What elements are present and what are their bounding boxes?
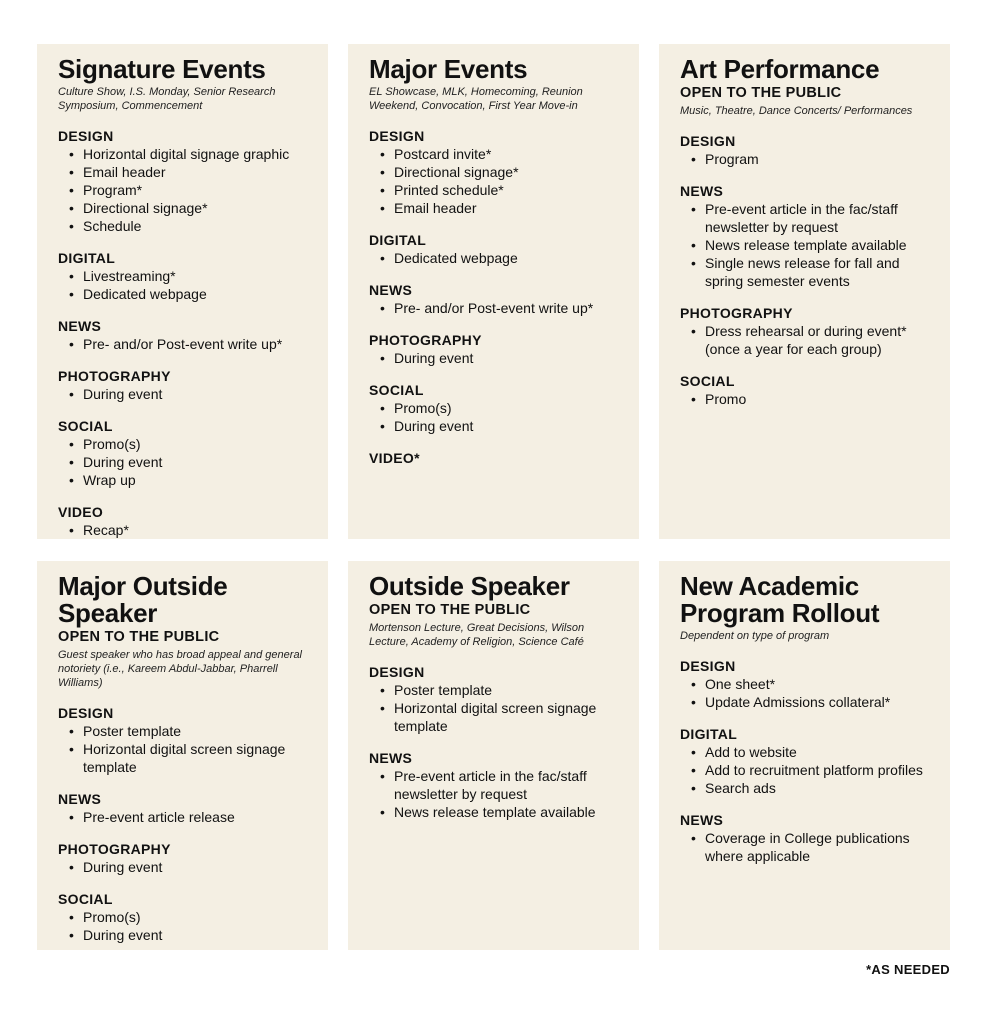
section-digital (58, 249, 310, 303)
section-social (58, 890, 310, 944)
item-list (58, 858, 310, 876)
list-item-text: Pre-event article in the fac/staff newsletter by request (705, 201, 898, 235)
section-heading: NEWS (58, 318, 102, 334)
bullet-icon: • (691, 201, 696, 217)
bullet-icon: • (691, 676, 696, 692)
section-photography (680, 304, 932, 358)
bullet-icon: • (691, 237, 696, 253)
bullet-icon: • (380, 700, 385, 716)
list-item (680, 254, 932, 290)
bullet-icon: • (69, 386, 74, 402)
list-item-text: Update Admissions collateral* (705, 694, 891, 710)
bullet-icon: • (69, 286, 74, 302)
section-photography (369, 331, 621, 367)
item-list (680, 150, 932, 168)
section-heading: PHOTOGRAPHY (58, 841, 171, 857)
item-list (680, 390, 932, 408)
list-item (369, 349, 621, 367)
card-subtitle: Music, Theatre, Dance Concerts/ Performances (680, 105, 913, 117)
list-item (369, 767, 621, 803)
list-item-text: During event (394, 350, 474, 366)
list-item (680, 829, 932, 865)
list-item (58, 285, 310, 303)
item-list (680, 322, 932, 358)
list-item (58, 453, 310, 471)
bullet-icon: • (69, 723, 74, 739)
section-heading: SOCIAL (58, 891, 113, 907)
list-item-text: Wrap up (83, 472, 136, 488)
list-item (369, 249, 621, 267)
bullet-icon: • (380, 146, 385, 162)
list-item (58, 267, 310, 285)
bullet-icon: • (69, 472, 74, 488)
bullet-icon: • (69, 809, 74, 825)
item-list (58, 145, 310, 235)
list-item-text: News release template available (394, 804, 596, 820)
section-heading: VIDEO (58, 504, 104, 520)
list-item-text: Dedicated webpage (394, 250, 518, 266)
bullet-icon: • (691, 744, 696, 760)
card-subtitle: Dependent on type of program (680, 630, 830, 642)
section-heading: DESIGN (58, 705, 114, 721)
card-outside-speaker (348, 561, 639, 950)
bullet-icon: • (69, 927, 74, 943)
list-item (369, 699, 621, 735)
list-item-text: During event (83, 859, 163, 875)
card-title: Signature Events (58, 54, 266, 84)
list-item (680, 743, 932, 761)
list-item (680, 200, 932, 236)
item-list (58, 722, 310, 776)
section-video (369, 449, 621, 467)
list-item (369, 181, 621, 199)
list-item (58, 217, 310, 235)
item-list (58, 335, 310, 353)
section-news (58, 317, 310, 353)
section-social (680, 372, 932, 408)
list-item-text: Program* (83, 182, 143, 198)
list-item (680, 236, 932, 254)
bullet-icon: • (69, 436, 74, 452)
bullet-icon: • (380, 768, 385, 784)
list-item-text: During event (83, 927, 163, 943)
list-item-text: Horizontal digital screen signage template (394, 700, 597, 734)
list-item-text: Dedicated webpage (83, 286, 207, 302)
list-item-text: Search ads (705, 780, 776, 796)
section-heading: NEWS (58, 791, 102, 807)
bullet-icon: • (69, 218, 74, 234)
list-item-text: Add to website (705, 744, 797, 760)
section-photography (58, 840, 310, 876)
list-item-text: Email header (394, 200, 477, 216)
bullet-icon: • (69, 268, 74, 284)
section-heading: DESIGN (369, 128, 425, 144)
item-list (58, 385, 310, 403)
list-item-text: Promo(s) (394, 400, 452, 416)
open-to-public-label: OPEN TO THE PUBLIC (58, 629, 220, 645)
list-item-text: During event (83, 386, 163, 402)
item-list (680, 829, 932, 865)
list-item-text: Pre- and/or Post-event write up* (394, 300, 594, 316)
bullet-icon: • (380, 182, 385, 198)
list-item-text: Poster template (394, 682, 493, 698)
list-item-text: Promo (705, 391, 747, 407)
bullet-icon: • (380, 418, 385, 434)
item-list (369, 145, 621, 217)
list-item (58, 722, 310, 740)
section-news (680, 182, 932, 290)
list-item (58, 145, 310, 163)
section-heading: NEWS (680, 183, 724, 199)
list-item-text: News release template available (705, 237, 907, 253)
list-item-text: Program (705, 151, 759, 167)
section-digital (369, 231, 621, 267)
list-item (680, 675, 932, 693)
bullet-icon: • (69, 909, 74, 925)
bullet-icon: • (69, 522, 74, 538)
list-item-text: Poster template (83, 723, 182, 739)
list-item-text: Pre-event article release (83, 809, 235, 825)
list-item (58, 808, 310, 826)
list-item (369, 199, 621, 217)
list-item (58, 435, 310, 453)
section-heading: DESIGN (680, 133, 736, 149)
section-heading: DESIGN (58, 128, 114, 144)
list-item-text: Pre- and/or Post-event write up* (83, 336, 283, 352)
list-item-text: Email header (83, 164, 166, 180)
bullet-icon: • (691, 762, 696, 778)
list-item (58, 858, 310, 876)
list-item-text: During event (83, 454, 163, 470)
bullet-icon: • (691, 255, 696, 271)
item-list (369, 349, 621, 367)
card-major-events (348, 44, 639, 539)
list-item (369, 417, 621, 435)
list-item (369, 681, 621, 699)
list-item-text: Recap* (83, 522, 129, 538)
section-design (369, 127, 621, 217)
section-heading: PHOTOGRAPHY (680, 305, 793, 321)
list-item (369, 299, 621, 317)
list-item-text: Promo(s) (83, 436, 141, 452)
list-item-text: Promo(s) (83, 909, 141, 925)
item-list (369, 299, 621, 317)
bullet-icon: • (69, 859, 74, 875)
list-item (58, 335, 310, 353)
card-new-academic-program-rollout (659, 561, 950, 950)
section-news (369, 749, 621, 821)
bullet-icon: • (69, 200, 74, 216)
list-item-text: Pre-event article in the fac/staff newsletter by request (394, 768, 587, 802)
card-title: Art Performance (680, 54, 880, 84)
list-item (680, 779, 932, 797)
item-list (58, 435, 310, 489)
section-digital (680, 725, 932, 797)
section-heading: PHOTOGRAPHY (58, 368, 171, 384)
list-item-text: Printed schedule* (394, 182, 504, 198)
list-item (58, 181, 310, 199)
list-item (58, 740, 310, 776)
list-item (58, 908, 310, 926)
bullet-icon: • (69, 146, 74, 162)
item-list (58, 908, 310, 944)
item-list (369, 399, 621, 435)
section-heading: NEWS (680, 812, 724, 828)
section-heading: DESIGN (369, 664, 425, 680)
list-item-text: Coverage in College publications where applicable (705, 830, 910, 864)
list-item (58, 163, 310, 181)
bullet-icon: • (380, 682, 385, 698)
card-subtitle: Culture Show, I.S. Monday, Senior Research Symposium, Commencement (58, 86, 276, 112)
list-item (680, 390, 932, 408)
list-item (369, 803, 621, 821)
list-item-text: Dress rehearsal or during event* (once a year for each group) (705, 323, 907, 357)
section-heading: SOCIAL (369, 382, 424, 398)
item-list (369, 767, 621, 821)
card-subtitle: EL Showcase, MLK, Homecoming, Reunion Weekend, Convocation, First Year Move-in (369, 86, 583, 112)
section-photography (58, 367, 310, 403)
item-list (58, 521, 310, 539)
card-subtitle: Mortenson Lecture, Great Decisions, Wilson Lecture, Academy of Religion, Science Café (369, 622, 585, 648)
bullet-icon: • (380, 250, 385, 266)
section-video (58, 503, 310, 539)
list-item-text: One sheet* (705, 676, 776, 692)
list-item (369, 145, 621, 163)
bullet-icon: • (691, 391, 696, 407)
section-news (58, 790, 310, 826)
card-signature-events (37, 44, 328, 539)
card-title: Major Outside Speaker (58, 571, 228, 628)
list-item-text: Directional signage* (83, 200, 208, 216)
bullet-icon: • (380, 164, 385, 180)
list-item-text: Add to recruitment platform profiles (705, 762, 923, 778)
bullet-icon: • (691, 151, 696, 167)
item-list (58, 267, 310, 303)
card-title: Outside Speaker (369, 571, 570, 601)
item-list (680, 743, 932, 797)
bullet-icon: • (380, 400, 385, 416)
list-item (369, 163, 621, 181)
list-item (680, 322, 932, 358)
section-heading: PHOTOGRAPHY (369, 332, 482, 348)
section-heading: NEWS (369, 750, 413, 766)
bullet-icon: • (691, 694, 696, 710)
list-item (58, 199, 310, 217)
list-item-text: Postcard invite* (394, 146, 492, 162)
bullet-icon: • (380, 200, 385, 216)
bullet-icon: • (380, 804, 385, 820)
bullet-icon: • (69, 164, 74, 180)
card-title: Major Events (369, 54, 528, 84)
open-to-public-label: OPEN TO THE PUBLIC (369, 602, 531, 618)
section-news (680, 811, 932, 865)
item-list (680, 675, 932, 711)
list-item (58, 926, 310, 944)
item-list (680, 200, 932, 290)
section-social (58, 417, 310, 489)
section-heading: DIGITAL (680, 726, 738, 742)
list-item-text: Schedule (83, 218, 142, 234)
list-item-text: Horizontal digital screen signage template (83, 741, 286, 775)
footnote-as-needed: *AS NEEDED (866, 962, 950, 977)
bullet-icon: • (691, 780, 696, 796)
list-item (58, 385, 310, 403)
open-to-public-label: OPEN TO THE PUBLIC (680, 85, 842, 101)
item-list (369, 249, 621, 267)
section-design (680, 132, 932, 168)
section-news (369, 281, 621, 317)
list-item (680, 693, 932, 711)
section-design (58, 127, 310, 235)
bullet-icon: • (69, 741, 74, 757)
section-design (58, 704, 310, 776)
list-item-text: Single news release for fall and spring semester events (705, 255, 900, 289)
item-list (58, 808, 310, 826)
section-social (369, 381, 621, 435)
list-item-text: Horizontal digital signage graphic (83, 146, 290, 162)
bullet-icon: • (691, 830, 696, 846)
bullet-icon: • (69, 336, 74, 352)
card-subtitle: Guest speaker who has broad appeal and general notoriety (i.e., Kareem Abdul-Jabbar, Pharrell Williams) (58, 649, 303, 689)
section-heading: VIDEO* (369, 450, 420, 466)
section-design (369, 663, 621, 735)
section-heading: SOCIAL (680, 373, 735, 389)
bullet-icon: • (380, 350, 385, 366)
list-item (58, 471, 310, 489)
section-heading: DIGITAL (369, 232, 427, 248)
section-heading: NEWS (369, 282, 413, 298)
bullet-icon: • (380, 300, 385, 316)
list-item (680, 150, 932, 168)
section-heading: SOCIAL (58, 418, 113, 434)
bullet-icon: • (69, 454, 74, 470)
bullet-icon: • (69, 182, 74, 198)
list-item-text: During event (394, 418, 474, 434)
list-item (58, 521, 310, 539)
card-major-outside-speaker (37, 561, 328, 950)
list-item (680, 761, 932, 779)
card-art-performance (659, 44, 950, 539)
list-item-text: Livestreaming* (83, 268, 176, 284)
list-item-text: Directional signage* (394, 164, 519, 180)
section-heading: DESIGN (680, 658, 736, 674)
bullet-icon: • (691, 323, 696, 339)
section-design (680, 657, 932, 711)
card-title: New Academic Program Rollout (680, 571, 880, 628)
list-item (369, 399, 621, 417)
section-heading: DIGITAL (58, 250, 116, 266)
item-list (369, 681, 621, 735)
